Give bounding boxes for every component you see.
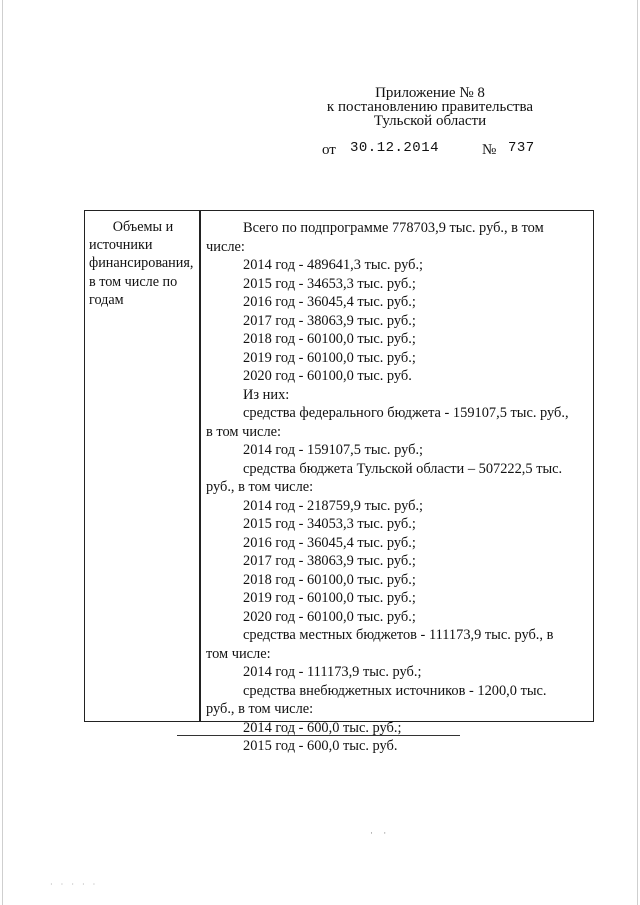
appendix-reference: к постановлению правительства [326, 99, 534, 115]
funding-detail-line: 2019 год - 60100,0 тыс. руб.; [243, 349, 416, 366]
closing-rule [177, 735, 460, 736]
funding-detail-line: средства местных бюджетов - 111173,9 тыс. руб., в [243, 627, 554, 643]
funding-detail-line: 2018 год - 60100,0 тыс. руб.; [243, 331, 416, 347]
funding-detail-line: 2020 год - 60100,0 тыс. руб. [243, 368, 412, 384]
date-prefix: от [322, 142, 336, 158]
funding-detail-line: том числе: [206, 645, 271, 662]
funding-details-cell [206, 219, 592, 756]
funding-detail-line: 2017 год - 38063,9 тыс. руб.; [243, 312, 416, 329]
funding-detail-line: 2014 год - 218759,9 тыс. руб.; [243, 497, 424, 514]
funding-detail-line: руб., в том числе: [206, 701, 314, 717]
funding-table [84, 210, 594, 754]
number-sign: № [482, 142, 497, 158]
appendix-header [300, 86, 560, 128]
funding-detail-line: средства внебюджетных источников - 1200,0 тыс. [243, 682, 547, 699]
funding-detail-line: 2016 год - 36045,4 тыс. руб.; [243, 294, 416, 310]
column-divider [199, 211, 201, 721]
funding-detail-line: 2017 год - 38063,9 тыс. руб.; [243, 553, 416, 569]
appendix-region: Тульской области [373, 113, 487, 129]
funding-detail-line: 2020 год - 60100,0 тыс. руб.; [243, 608, 416, 625]
funding-detail-line: 2015 год - 34053,3 тыс. руб.; [243, 516, 416, 532]
funding-label-line: финансирования, [89, 255, 194, 272]
funding-detail-line: Всего по подпрограмме 778703,9 тыс. руб., в том [243, 220, 544, 236]
page-edge-right [637, 0, 638, 905]
funding-label-line: источники [89, 237, 153, 254]
funding-label-line: в том числе по [89, 273, 178, 290]
appendix-title: Приложение № 8 [375, 85, 485, 101]
funding-detail-line: 2014 год - 159107,5 тыс. руб.; [243, 442, 424, 458]
funding-detail-line: 2019 год - 60100,0 тыс. руб.; [243, 590, 416, 606]
resolution-dateline [322, 140, 535, 159]
funding-detail-line: 2015 год - 34653,3 тыс. руб.; [243, 275, 416, 292]
scan-marks-bottom: · · · · · [50, 880, 99, 889]
funding-detail-line: 2014 год - 600,0 тыс. руб.; [243, 719, 402, 736]
funding-detail-line: в том числе: [206, 423, 282, 440]
funding-label-line: годам [89, 291, 124, 308]
funding-detail-line: руб., в том числе: [206, 479, 314, 495]
funding-label-line: Объемы и [112, 219, 174, 235]
funding-detail-line: Из них: [243, 386, 290, 403]
funding-detail-line: 2014 год - 111173,9 тыс. руб.; [243, 664, 422, 680]
page-edge-left [2, 0, 3, 905]
funding-detail-line: 2016 год - 36045,4 тыс. руб.; [243, 534, 416, 551]
resolution-number: 737 [508, 140, 535, 156]
funding-detail-line: средства федерального бюджета - 159107,5 тыс. руб., [243, 405, 569, 421]
funding-detail-line: 2018 год - 60100,0 тыс. руб.; [243, 571, 416, 588]
scan-marks: · · [370, 828, 391, 838]
resolution-date: 30.12.2014 [350, 140, 440, 156]
funding-label-cell [89, 218, 197, 309]
funding-detail-line: числе: [206, 238, 245, 255]
funding-detail-line: 2015 год - 600,0 тыс. руб. [243, 738, 398, 754]
funding-detail-line: 2014 год - 489641,3 тыс. руб.; [243, 257, 424, 273]
funding-detail-line: средства бюджета Тульской области – 507222,5 тыс. [243, 460, 563, 477]
